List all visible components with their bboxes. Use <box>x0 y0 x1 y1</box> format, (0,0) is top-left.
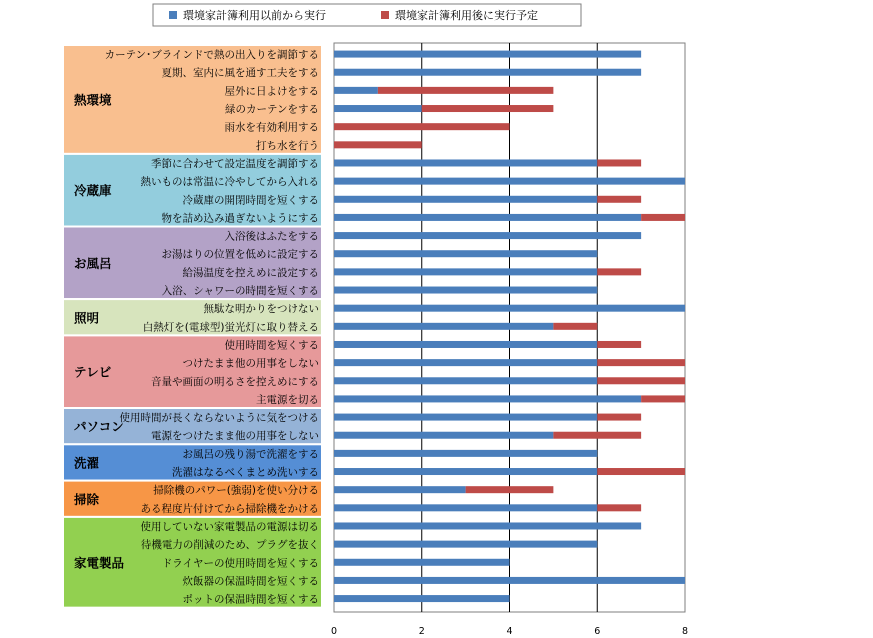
bar-before <box>334 341 597 348</box>
bar-before <box>334 450 597 457</box>
legend-label-series-1: 環境家計簿利用以前から実行 <box>183 9 326 22</box>
item-label: 無駄な明かりをつけない <box>203 303 319 316</box>
category-label: 冷蔵庫 <box>74 183 112 199</box>
item-label: 物を詰め込み過ぎないようにする <box>161 212 319 225</box>
bar-planned <box>422 105 554 112</box>
bar-planned <box>597 196 641 203</box>
item-label: つけたまま他の用事をしない <box>182 357 319 370</box>
item-label: 使用していない家電製品の電源は切る <box>140 520 319 533</box>
item-label: 使用時間を短くする <box>224 339 319 352</box>
item-label: 洗濯はなるべくまとめ洗いする <box>172 466 319 479</box>
bar-before <box>334 178 685 185</box>
bar-before <box>334 522 641 529</box>
item-label: カーテン･ブラインドで熱の出入りを調節する <box>104 49 319 62</box>
item-label: 入浴後はふたをする <box>224 230 319 243</box>
category-panel <box>63 45 322 608</box>
item-label: お湯はりの位置を低めに設定する <box>161 248 319 261</box>
bar-planned <box>334 123 510 130</box>
item-label: ある程度片付けてから掃除機をかける <box>140 502 319 515</box>
item-label: 季節に合わせて設定温度を調節する <box>151 157 319 170</box>
bar-planned <box>597 159 641 166</box>
item-label: 使用時間が長くならないように気をつける <box>119 412 319 425</box>
category-label: 照明 <box>74 310 100 326</box>
legend <box>153 4 581 26</box>
bar-before <box>334 69 641 76</box>
legend-label-series-2: 環境家計簿利用後に実行予定 <box>395 9 538 22</box>
bar-planned <box>597 504 641 511</box>
bar-before <box>334 323 553 330</box>
bar-before <box>334 250 597 257</box>
bar-before <box>334 468 597 475</box>
bar-before <box>334 287 597 294</box>
bar-before <box>334 196 597 203</box>
category-label: パソコン <box>74 419 124 435</box>
item-label: ポットの保温時間を短くする <box>182 593 319 606</box>
item-label: 白熱灯を(電球型)蛍光灯に取り替える <box>142 321 319 334</box>
category-label: お風呂 <box>74 255 112 271</box>
bar-planned <box>597 341 641 348</box>
item-label: 熱いものは常温に冷やしてから入れる <box>140 176 319 189</box>
bar-planned <box>334 141 422 148</box>
x-axis-ticks <box>331 626 688 637</box>
bar-before <box>334 395 641 402</box>
item-label: 炊飯器の保温時間を短くする <box>182 575 319 588</box>
category-label: 家電製品 <box>74 555 125 571</box>
bar-before <box>334 232 641 239</box>
bar-before <box>334 268 597 275</box>
bar-planned <box>378 87 554 94</box>
bar-planned <box>553 432 641 439</box>
bar-before <box>334 414 597 421</box>
bar-before <box>334 577 685 584</box>
item-label: 掃除機のパワー(強弱)を使い分ける <box>153 484 319 497</box>
item-label: 入浴、シャワーの時間を短くする <box>161 285 319 298</box>
bar-before <box>334 377 597 384</box>
item-label: ドライヤーの使用時間を短くする <box>161 557 319 570</box>
x-tick-label: 0 <box>330 626 338 637</box>
bar-planned <box>597 414 641 421</box>
item-label: 雨水を有効利用する <box>224 121 319 134</box>
category-label: 掃除 <box>74 491 100 507</box>
item-label: 待機電力の削減のため、プラグを抜く <box>140 539 319 552</box>
legend-swatch-series-1 <box>169 11 177 19</box>
legend-swatch-series-2 <box>381 11 389 19</box>
bar-planned <box>641 395 685 402</box>
item-label: 緑のカーテンをする <box>225 103 319 116</box>
bar-before <box>334 105 422 112</box>
bar-before <box>334 595 510 602</box>
bar-planned <box>597 359 685 366</box>
item-label: 屋外に日よけをする <box>224 85 319 98</box>
item-label: 夏期、室内に風を通す工夫をする <box>161 67 319 80</box>
item-label: 打ち水を行う <box>256 139 319 152</box>
x-tick-label: 2 <box>418 626 425 637</box>
bar-before <box>334 51 641 58</box>
x-tick-label: 6 <box>594 626 601 637</box>
category-label: 洗濯 <box>74 455 100 471</box>
item-label: お風呂の残り湯で洗濯をする <box>182 448 319 461</box>
bar-before <box>334 504 597 511</box>
bar-planned <box>597 377 685 384</box>
bar-before <box>334 486 466 493</box>
x-tick-label: 8 <box>681 626 689 637</box>
bar-before <box>334 214 641 221</box>
bar-before <box>334 359 597 366</box>
bar-before <box>334 159 597 166</box>
item-label: 給湯温度を控えめに設定する <box>182 266 319 279</box>
item-label: 音量や画面の明るさを控えめにする <box>151 375 319 388</box>
bar-before <box>334 305 685 312</box>
bar-before <box>334 559 510 566</box>
bar-planned <box>597 468 685 475</box>
item-label: 主電源を切る <box>256 393 319 406</box>
bar-planned <box>553 323 597 330</box>
item-label: 冷蔵庫の開閉時間を短くする <box>182 194 319 207</box>
x-tick-label: 4 <box>506 626 513 637</box>
category-label: 熱環境 <box>74 92 112 108</box>
item-label: 電源をつけたまま他の用事をしない <box>151 430 319 443</box>
bar-before <box>334 87 378 94</box>
bar-before <box>334 541 597 548</box>
bar-planned <box>641 214 685 221</box>
bar-before <box>334 432 553 439</box>
bar-planned <box>597 268 641 275</box>
bar-planned <box>466 486 554 493</box>
category-label: テレビ <box>74 364 112 380</box>
